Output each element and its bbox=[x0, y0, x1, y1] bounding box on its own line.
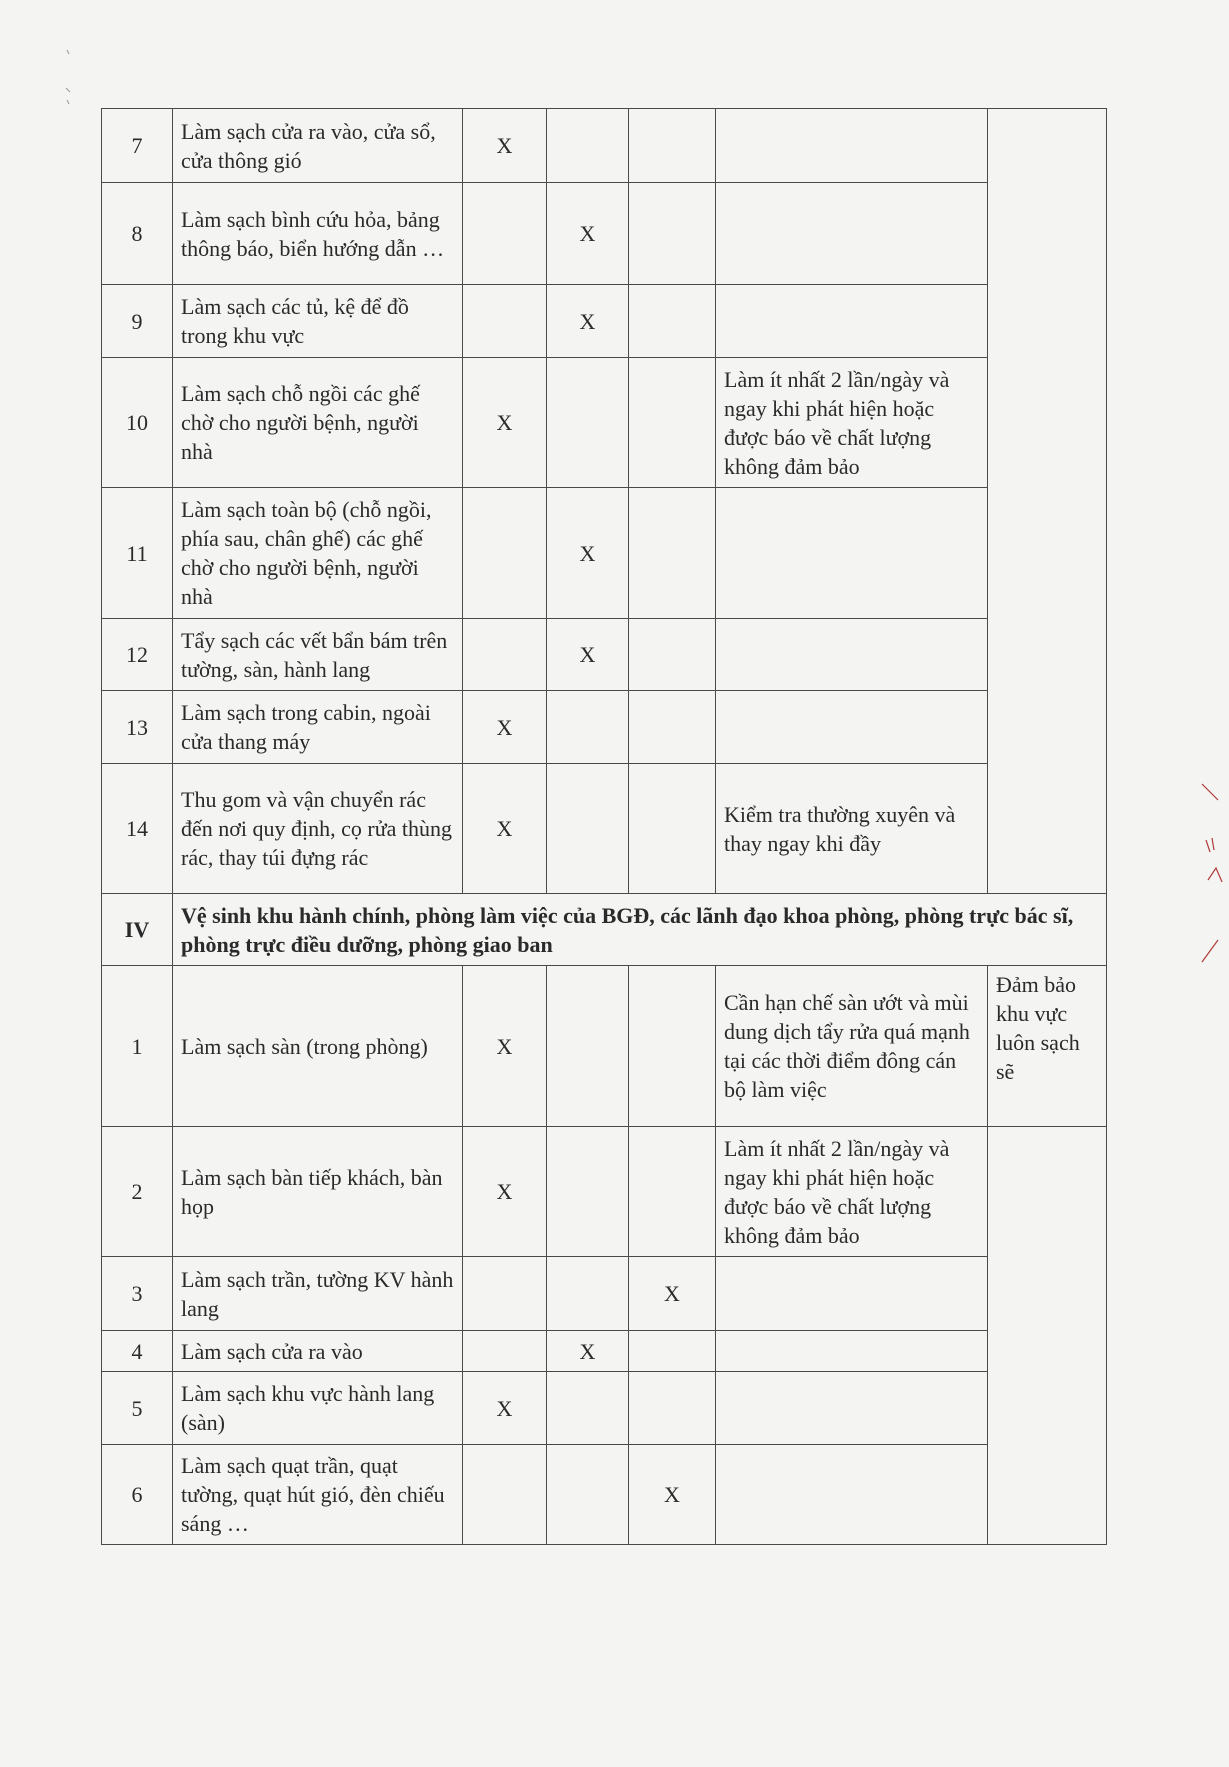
scan-edge-mark bbox=[64, 48, 72, 118]
note-cell bbox=[716, 183, 988, 285]
requirement-cell bbox=[988, 109, 1107, 894]
row-number: 3 bbox=[102, 1257, 173, 1331]
table-row bbox=[102, 1372, 1107, 1445]
task-cell: Làm sạch sàn (trong phòng) bbox=[173, 966, 463, 1127]
cleaning-schedule-table bbox=[101, 108, 1107, 1545]
frequency-mark-3: X bbox=[629, 1445, 716, 1545]
row-number: 4 bbox=[102, 1331, 173, 1372]
frequency-mark-2 bbox=[547, 109, 629, 183]
frequency-mark-1 bbox=[463, 1257, 547, 1331]
row-number: 1 bbox=[102, 966, 173, 1127]
frequency-mark-2 bbox=[547, 1445, 629, 1545]
row-number: 13 bbox=[102, 691, 173, 764]
frequency-mark-2 bbox=[547, 1127, 629, 1257]
section-number: IV bbox=[102, 894, 173, 966]
frequency-mark-1 bbox=[463, 1445, 547, 1545]
frequency-mark-2 bbox=[547, 1257, 629, 1331]
table-row bbox=[102, 1257, 1107, 1331]
frequency-mark-1: X bbox=[463, 1127, 547, 1257]
table-row bbox=[102, 619, 1107, 691]
task-cell: Làm sạch chỗ ngồi các ghế chờ cho người bệnh, người nhà bbox=[173, 358, 463, 488]
frequency-mark-2: X bbox=[547, 183, 629, 285]
note-cell bbox=[716, 109, 988, 183]
note-cell bbox=[716, 691, 988, 764]
frequency-mark-1 bbox=[463, 183, 547, 285]
table-row bbox=[102, 488, 1107, 619]
note-cell bbox=[716, 285, 988, 358]
task-cell: Làm sạch bàn tiếp khách, bàn họp bbox=[173, 1127, 463, 1257]
frequency-mark-3 bbox=[629, 488, 716, 619]
table-row bbox=[102, 1445, 1107, 1545]
task-cell: Làm sạch trần, tường KV hành lang bbox=[173, 1257, 463, 1331]
frequency-mark-2: X bbox=[547, 488, 629, 619]
task-cell: Làm sạch cửa ra vào, cửa sổ, cửa thông gió bbox=[173, 109, 463, 183]
note-cell bbox=[716, 488, 988, 619]
note-cell bbox=[716, 1257, 988, 1331]
row-number: 10 bbox=[102, 358, 173, 488]
frequency-mark-3 bbox=[629, 691, 716, 764]
frequency-mark-2 bbox=[547, 1372, 629, 1445]
margin-scribble-icon bbox=[1196, 780, 1226, 980]
note-cell bbox=[716, 1372, 988, 1445]
task-cell: Làm sạch quạt trần, quạt tường, quạt hút gió, đèn chiếu sáng … bbox=[173, 1445, 463, 1545]
row-number: 11 bbox=[102, 488, 173, 619]
frequency-mark-2 bbox=[547, 764, 629, 894]
task-cell: Tẩy sạch các vết bẩn bám trên tường, sàn, hành lang bbox=[173, 619, 463, 691]
task-cell: Làm sạch bình cứu hỏa, bảng thông báo, biển hướng dẫn … bbox=[173, 183, 463, 285]
task-cell: Làm sạch trong cabin, ngoài cửa thang máy bbox=[173, 691, 463, 764]
row-number: 8 bbox=[102, 183, 173, 285]
table-row bbox=[102, 1331, 1107, 1372]
frequency-mark-3 bbox=[629, 619, 716, 691]
table-row bbox=[102, 691, 1107, 764]
note-cell: Làm ít nhất 2 lần/ngày và ngay khi phát hiện hoặc được báo về chất lượng không đảm bảo bbox=[716, 1127, 988, 1257]
frequency-mark-3 bbox=[629, 1331, 716, 1372]
row-number: 2 bbox=[102, 1127, 173, 1257]
frequency-mark-3: X bbox=[629, 1257, 716, 1331]
table-row bbox=[102, 358, 1107, 488]
frequency-mark-1: X bbox=[463, 358, 547, 488]
note-cell bbox=[716, 619, 988, 691]
table-row bbox=[102, 285, 1107, 358]
frequency-mark-2 bbox=[547, 358, 629, 488]
frequency-mark-3 bbox=[629, 109, 716, 183]
frequency-mark-1: X bbox=[463, 109, 547, 183]
frequency-mark-3 bbox=[629, 183, 716, 285]
frequency-mark-1: X bbox=[463, 691, 547, 764]
frequency-mark-3 bbox=[629, 764, 716, 894]
frequency-mark-3 bbox=[629, 1372, 716, 1445]
table-row bbox=[102, 183, 1107, 285]
frequency-mark-1 bbox=[463, 488, 547, 619]
row-number: 6 bbox=[102, 1445, 173, 1545]
table-row bbox=[102, 764, 1107, 894]
task-cell: Làm sạch toàn bộ (chỗ ngồi, phía sau, chân ghế) các ghế chờ cho người bệnh, người nhà bbox=[173, 488, 463, 619]
row-number: 12 bbox=[102, 619, 173, 691]
frequency-mark-2 bbox=[547, 691, 629, 764]
requirement-cell-empty bbox=[988, 1127, 1107, 1545]
frequency-mark-3 bbox=[629, 1127, 716, 1257]
note-cell bbox=[716, 1331, 988, 1372]
task-cell: Làm sạch cửa ra vào bbox=[173, 1331, 463, 1372]
row-number: 9 bbox=[102, 285, 173, 358]
frequency-mark-2 bbox=[547, 966, 629, 1127]
frequency-mark-1 bbox=[463, 619, 547, 691]
frequency-mark-3 bbox=[629, 966, 716, 1127]
table-row bbox=[102, 109, 1107, 183]
section-title: Vệ sinh khu hành chính, phòng làm việc của BGĐ, các lãnh đạo khoa phòng, phòng trực bác sĩ, phòng trực điều dưỡng, phòng giao ban bbox=[173, 894, 1107, 966]
frequency-mark-2: X bbox=[547, 285, 629, 358]
task-cell: Làm sạch khu vực hành lang (sàn) bbox=[173, 1372, 463, 1445]
frequency-mark-1 bbox=[463, 285, 547, 358]
frequency-mark-3 bbox=[629, 285, 716, 358]
frequency-mark-1: X bbox=[463, 966, 547, 1127]
task-cell: Làm sạch các tủ, kệ để đồ trong khu vực bbox=[173, 285, 463, 358]
frequency-mark-1: X bbox=[463, 1372, 547, 1445]
row-number: 14 bbox=[102, 764, 173, 894]
frequency-mark-2: X bbox=[547, 1331, 629, 1372]
frequency-mark-3 bbox=[629, 358, 716, 488]
table-row bbox=[102, 1127, 1107, 1257]
table-row bbox=[102, 966, 1107, 1127]
note-cell: Kiểm tra thường xuyên và thay ngay khi đầy bbox=[716, 764, 988, 894]
row-number: 5 bbox=[102, 1372, 173, 1445]
row-number: 7 bbox=[102, 109, 173, 183]
section-header-row bbox=[102, 894, 1107, 966]
requirement-cell: Đảm bảo khu vực luôn sạch sẽ bbox=[988, 966, 1107, 1127]
note-cell: Làm ít nhất 2 lần/ngày và ngay khi phát hiện hoặc được báo về chất lượng không đảm bảo bbox=[716, 358, 988, 488]
frequency-mark-1 bbox=[463, 1331, 547, 1372]
frequency-mark-2: X bbox=[547, 619, 629, 691]
note-cell bbox=[716, 1445, 988, 1545]
task-cell: Thu gom và vận chuyển rác đến nơi quy định, cọ rửa thùng rác, thay túi đựng rác bbox=[173, 764, 463, 894]
frequency-mark-1: X bbox=[463, 764, 547, 894]
note-cell: Cần hạn chế sàn ướt và mùi dung dịch tẩy rửa quá mạnh tại các thời điểm đông cán bộ làm việc bbox=[716, 966, 988, 1127]
